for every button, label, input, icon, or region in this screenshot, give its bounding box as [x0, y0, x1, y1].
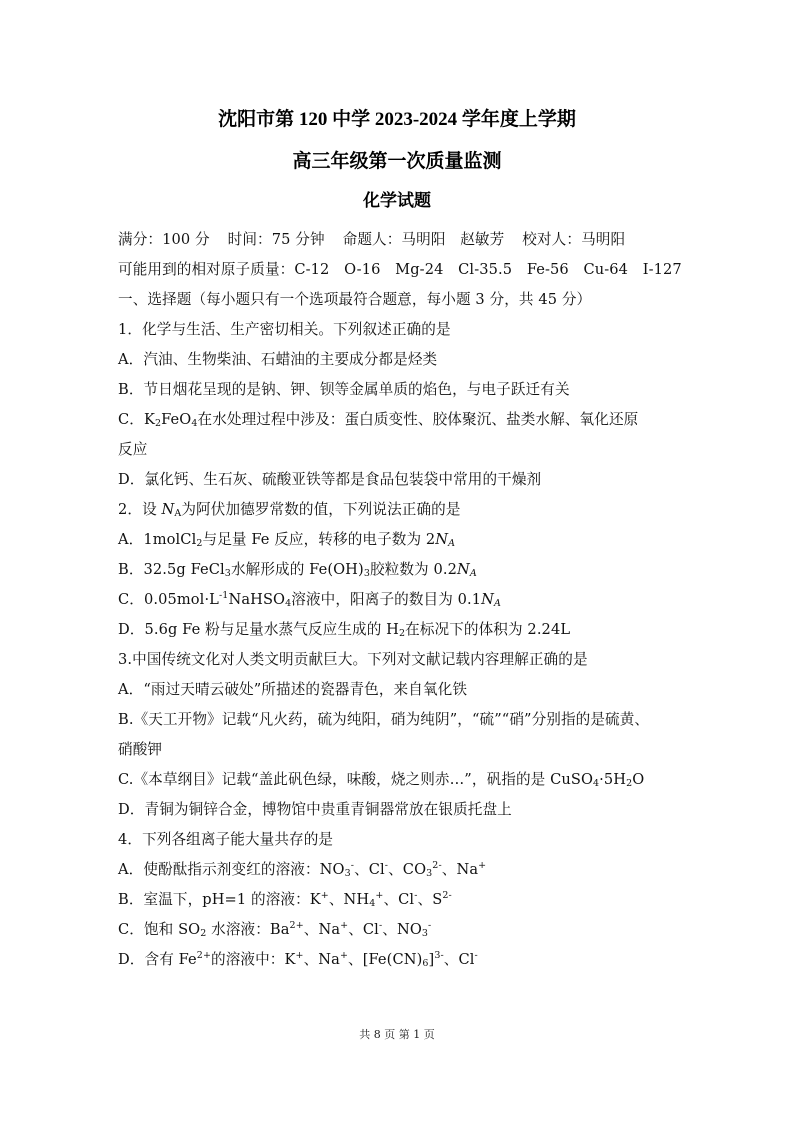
question-2-option-d: D．5.6g Fe 粉与足量水蒸气反应生成的 $H_2$在标况下的体积为 2.24L: [118, 621, 571, 639]
question-1-option-d: D．氯化钙、生石灰、硫酸亚铁等都是食品包装袋中常用的干燥剂: [118, 471, 542, 488]
page-footer: 共 8 页 第 1 页: [359, 1028, 435, 1041]
question-3-option-b: B.《天工开物》记载“凡火药，硫为纯阳，硝为纯阴”，“硫”“硝”分别指的是硫黄、: [118, 711, 650, 728]
question-2-option-a: A．1molCl$_2$与足量 Fe 反应，转移的电子数为 $2N_A$: [118, 531, 456, 549]
question-3-option-d: D．青铜为铜锌合金，博物馆中贵重青铜器常放在银质托盘上: [118, 801, 512, 818]
question-1-option-c: C．$K_2FeO_4$在水处理过程中涉及：蛋白质变性、胶体聚沉、盐类水解、氧化还原: [118, 411, 639, 429]
question-4-option-a: A．使酚酞指示剂变红的溶液：$NO_3^-$、Cl-、$CO_3^{2-}$、Na+: [118, 860, 487, 879]
exam-time: 时间：75 分钟: [227, 231, 325, 248]
question-2-option-c: C．$0.05mol\cdot L^{-1}NaHSO_4$溶液中，阳离子的数目为 $0.1N_A$: [118, 590, 502, 609]
question-2-option-b: B．32.5g FeCl$_3$水解形成的 $Fe(OH)_3$胶粒数为 $0.2N_A$: [118, 561, 477, 579]
question-1-stem: 1．化学与生活、生产密切相关。下列叙述正确的是: [118, 321, 451, 338]
question-1-option-a: A．汽油、生物柴油、石蜡油的主要成分都是烃类: [118, 351, 438, 368]
exam-proofreader: 校对人：马明阳: [522, 231, 626, 248]
question-3-option-b-continued: 硝酸钾: [118, 741, 163, 758]
question-4-option-d: D．含有 $Fe^{2+}$的溶液中：K+、Na+、$[Fe(CN)_6]^{3-}$、Cl-: [118, 950, 478, 969]
question-2-stem: 2．设 $N_A$为阿伏加德罗常数的值，下列说法正确的是: [118, 501, 461, 519]
question-3-option-a: A．“雨过天晴云破处”所描述的瓷器青色，来自氧化铁: [118, 681, 468, 698]
exam-body: [118, 225, 682, 975]
exam-title: 沈阳市第 120 中学 2023-2024 学年度上学期: [218, 109, 576, 130]
question-1-option-c-continued: 反应: [118, 441, 148, 458]
full-score: 满分：100 分: [118, 231, 210, 248]
exam-author: 命题人：马明阳 赵敏芳: [342, 231, 505, 248]
question-4-option-b: B．室温下，pH=1 的溶液：K+、$NH_4^+$、Cl-、$S^{2-}$: [118, 890, 452, 909]
question-4-stem: 4．下列各组离子能大量共存的是: [118, 831, 334, 848]
section-heading: 一、选择题（每小题只有一个选项最符合题意，每小题 3 分，共 45 分）: [118, 291, 592, 308]
question-3-stem: 3.中国传统文化对人类文明贡献巨大。下列对文献记载内容理解正确的是: [118, 651, 588, 668]
question-4-option-c: C．饱和 $SO_2$ 水溶液：$Ba^{2+}$、Na+、Cl-、$NO_3^-$: [118, 920, 432, 939]
question-1-option-b: B．节日烟花呈现的是钠、钾、钡等金属单质的焰色，与电子跃迁有关: [118, 381, 570, 398]
exam-meta-line: [118, 225, 678, 255]
exam-subtitle: 高三年级第一次质量监测: [292, 151, 502, 172]
subject-title: 化学试题: [363, 191, 431, 210]
atomic-masses: 可能用到的相对原子质量：C-12 O-16 Mg-24 Cl-35.5 Fe-56 Cu-64 I-127: [118, 261, 682, 278]
question-3-option-c: C.《本草纲目》记载“盖此矾色绿，味酸，烧之则赤…”，矾指的是 $CuSO_4\cdot 5H_2O$: [118, 771, 645, 789]
